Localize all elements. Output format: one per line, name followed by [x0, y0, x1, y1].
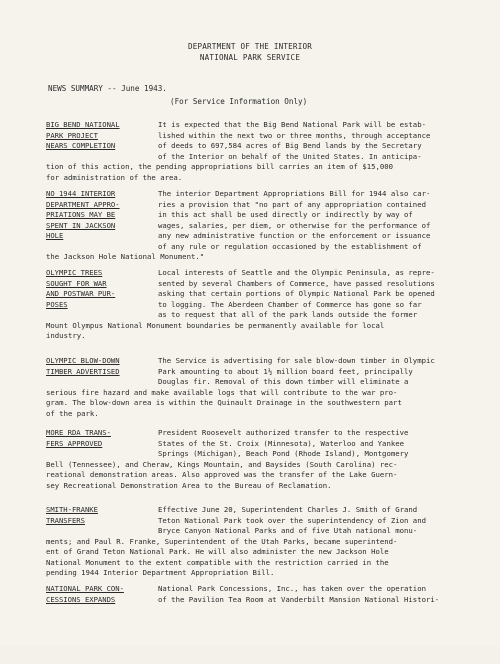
body-line: tion of this action, the pending appropriations bill carries an item of $15,000	[46, 162, 394, 171]
heading-line: SPENT IN JACKSON	[46, 220, 116, 230]
news-item-heading	[46, 268, 154, 310]
body-line: States of the St. Croix (Minnesota), Waterloo and Yankee	[158, 438, 405, 448]
body-line: pending 1944 Interior Department Appropriation Bill.	[46, 568, 275, 577]
heading-line: TIMBER ADVERTISED	[46, 366, 120, 376]
body-line: It is expected that the Big Bend National Park will be estab-	[158, 120, 426, 129]
body-line: gram. The blow-down area is within the Quinault Drainage in the southwestern part	[46, 398, 402, 407]
body-line: Teton National Park took over the superintendency of Zion and	[158, 515, 426, 525]
body-line: The Service is advertising for sale blow-down timber in Olympic	[158, 356, 435, 365]
body-line: as to request that all of the park lands outside the former	[158, 310, 418, 319]
body-line: industry.	[46, 331, 86, 340]
body-line: Park amounting to about 1½ million board feet, principally	[158, 366, 413, 376]
body-line: Douglas fir. Removal of this down timber will eliminate a	[158, 377, 409, 386]
news-item	[46, 584, 486, 664]
body-line: Springs (Michigan), Beach Pond (Rhode Island), Montgomery	[158, 449, 409, 458]
news-item	[46, 268, 486, 348]
body-line: ent of Grand Teton National Park. He will also administer the new Jackson Hole	[46, 547, 389, 556]
heading-line: MORE RDA TRANS-	[46, 428, 111, 437]
news-item	[46, 428, 486, 508]
body-line: President Roosevelt authorized transfer to the respective	[158, 428, 409, 437]
body-line: to logging. The Aberdeen Chamber of Commerce has gone so far	[158, 299, 422, 309]
heading-line: FERS APPROVED	[46, 438, 103, 448]
body-line: National Park Concessions, Inc., has taken over the operation	[158, 584, 426, 593]
heading-line: SMITH-FRANKE	[46, 505, 98, 514]
service-header: NATIONAL PARK SERVICE	[199, 53, 301, 62]
heading-line: NEARS COMPLETION	[46, 141, 116, 150]
heading-line: SOUGHT FOR WAR	[46, 278, 107, 288]
body-line: The interior Department Appropriations Bill for 1944 also car-	[158, 189, 431, 198]
heading-line: AND POSTWAR PUR-	[46, 289, 116, 298]
news-item-heading	[46, 120, 154, 152]
news-item	[46, 356, 486, 436]
body-line: of any rule or regulation occasioned by the establishment of	[158, 241, 422, 251]
heading-line: TRANSFERS	[46, 515, 85, 525]
heading-line: PARK PROJECT	[46, 130, 98, 140]
news-item-heading	[46, 428, 154, 449]
body-line: of the park.	[46, 408, 99, 418]
body-line: lished within the next two or three months, through acceptance	[158, 130, 431, 140]
body-line: of the Interior on behalf of the United States. In anticipa-	[158, 151, 422, 161]
heading-line: POSES	[46, 299, 68, 309]
body-line: Local interests of Seattle and the Olympic Peninsula, as repre-	[158, 268, 435, 277]
body-line: Effective June 20, Superintendent Charles J. Smith of Grand	[158, 505, 418, 514]
heading-line: OLYMPIC BLOW-DOWN	[46, 356, 120, 365]
body-line: Bell (Tennessee), and Cheraw, Kings Mountain, and Baysides (South Carolina) rec-	[46, 459, 398, 469]
body-line: ments; and Paul R. Franke, Superintendent of the Utah Parks, became superintend-	[46, 536, 398, 546]
body-line: Bryce Canyon National Parks and of five Utah national monu-	[158, 526, 418, 535]
body-line: asking that certain portions of Olympic National Park be opened	[158, 289, 435, 298]
news-summary-title: NEWS SUMMARY -- June 1943.	[48, 84, 167, 93]
body-line: serious fire hazard and make available logs that will contribute to the war pro-	[46, 387, 398, 397]
news-item-heading	[46, 189, 154, 242]
body-line: the Jackson Hole National Monument."	[46, 252, 205, 261]
body-line: wages, salaries, per diem, or otherwise for the performance of	[158, 220, 431, 230]
news-item	[46, 189, 486, 269]
body-line: of the Pavilion Tea Room at Vanderbilt Mansion National Histori-	[158, 594, 440, 604]
body-line: sented by several Chambers of Commerce, have passed resolutions	[158, 278, 435, 288]
heading-line: DEPARTMENT APPRO-	[46, 199, 120, 209]
body-line: Mount Olympus National Monument boundaries be permanently available for local	[46, 320, 385, 330]
body-line: ries a provision that "no part of any appropriation contained	[158, 199, 426, 209]
news-item-heading	[46, 505, 154, 526]
body-line: reational demonstration areas. Also approved was the transfer of the Lake Guern-	[46, 470, 398, 479]
body-line: any new administrative function or the enforcement or issuance	[158, 231, 431, 240]
news-item	[46, 505, 486, 585]
news-item	[46, 120, 486, 200]
heading-line: HOLE	[46, 231, 64, 240]
heading-line: NO 1944 INTERIOR	[46, 189, 116, 198]
heading-line: BIG BEND NATIONAL	[46, 120, 120, 129]
body-line: National Monument to the extent compatible with the restriction carried in the	[46, 557, 389, 567]
news-summary-subtitle: (For Service Information Only)	[170, 97, 308, 106]
news-item-heading	[46, 356, 154, 377]
heading-line: PRIATIONS MAY BE	[46, 210, 116, 219]
body-line: for administration of the area.	[46, 172, 183, 182]
body-line: in this act shall be used directly or indirectly by way of	[158, 210, 413, 219]
news-item-heading	[46, 584, 154, 605]
heading-line: CESSIONS EXPANDS	[46, 594, 116, 604]
department-header: DEPARTMENT OF THE INTERIOR	[187, 42, 313, 51]
heading-line: NATIONAL PARK CON-	[46, 584, 124, 593]
heading-line: OLYMPIC TREES	[46, 268, 103, 277]
body-line: sey Recreational Demonstration Area to the Bureau of Reclamation.	[46, 480, 332, 490]
body-line: of deeds to 697,584 acres of Big Bend lands by the Secretary	[158, 141, 422, 150]
